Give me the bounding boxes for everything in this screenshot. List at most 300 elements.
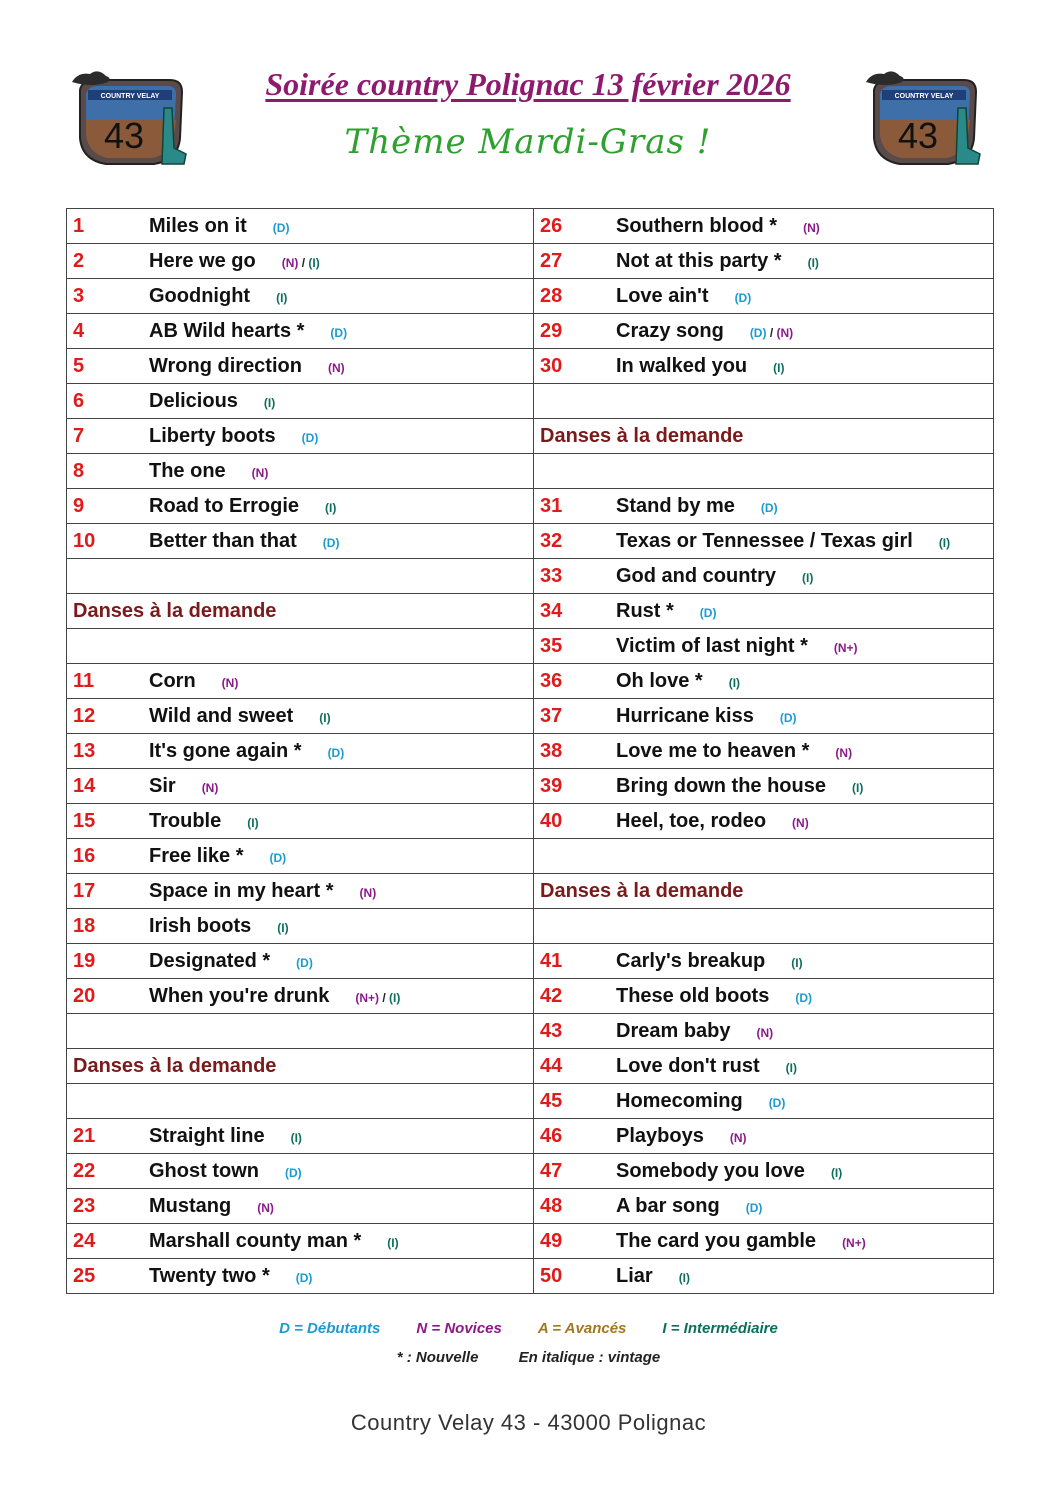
table-row	[67, 944, 994, 979]
dance-number: 36	[540, 669, 563, 692]
dance-entry	[534, 804, 994, 839]
dance-name: Love don't rust	[616, 1054, 760, 1077]
dance-number: 7	[73, 424, 85, 447]
dance-number: 27	[540, 249, 563, 272]
dance-name: Delicious	[149, 389, 238, 412]
dance-number: 3	[73, 284, 85, 307]
level-badge	[679, 1271, 690, 1285]
dance-name: Carly's breakup	[616, 949, 766, 972]
dance-name: Mustang	[149, 1194, 232, 1217]
level-code: (I)	[263, 395, 276, 410]
dance-entry	[534, 489, 994, 524]
dance-number: 37	[540, 704, 563, 727]
table-row	[67, 1259, 994, 1294]
blank-cell	[67, 559, 534, 594]
level-badge	[700, 606, 717, 620]
level-badge	[835, 746, 852, 760]
dance-name: Heel, toe, rodeo	[616, 809, 767, 832]
blank-cell	[67, 1084, 534, 1119]
request-label: Danses à la demande	[540, 424, 744, 447]
legend-item: A = Avancés	[537, 1320, 627, 1337]
blank-cell	[534, 454, 994, 489]
dance-entry	[534, 629, 994, 664]
level-legend	[0, 1320, 1057, 1337]
logo-right	[862, 68, 986, 172]
dance-entry	[534, 1014, 994, 1049]
dance-number: 4	[73, 319, 85, 342]
level-code: (D)	[734, 290, 752, 305]
request-label: Danses à la demande	[540, 879, 744, 902]
legend-vintage: En italique : vintage	[518, 1349, 661, 1366]
level-badge	[319, 711, 330, 725]
level-code: (D)	[330, 325, 348, 340]
dance-entry	[534, 209, 994, 244]
level-code: (N)	[257, 1200, 274, 1215]
dance-number: 42	[540, 984, 563, 1007]
dance-number: 12	[73, 704, 96, 727]
dance-entry	[67, 979, 534, 1014]
table-row	[67, 1154, 994, 1189]
level-code: (N)	[221, 675, 239, 690]
dance-number: 13	[73, 739, 96, 762]
level-badge	[808, 256, 819, 270]
dance-entry	[67, 1154, 534, 1189]
table-row	[67, 734, 994, 769]
dance-name: Liar	[616, 1264, 653, 1287]
page-title: Soirée country Polignac 13 février 2026	[265, 66, 791, 102]
level-code: (D)	[745, 1200, 763, 1215]
dance-name: Free like *	[149, 844, 244, 867]
dance-number: 34	[540, 599, 563, 622]
dance-entry	[534, 1154, 994, 1189]
svg-text:COUNTRY VELAY: COUNTRY VELAY	[894, 93, 954, 100]
dance-entry	[534, 314, 994, 349]
dance-number: 10	[73, 529, 96, 552]
dance-name: Irish boots	[149, 914, 252, 937]
level-code: (I)	[308, 255, 320, 270]
country-velay-logo	[68, 68, 192, 172]
dance-name: AB Wild hearts *	[149, 319, 305, 342]
table-row	[67, 349, 994, 384]
level-badge	[276, 291, 287, 305]
dance-name: Bring down the house	[616, 774, 826, 797]
dance-number: 20	[73, 984, 96, 1007]
dance-name: Twenty two *	[149, 1264, 270, 1287]
dance-entry	[67, 909, 534, 944]
dance-name: When you're drunk	[149, 984, 330, 1007]
level-badge: (N+) / (I)	[355, 990, 401, 1005]
table-row	[67, 524, 994, 559]
level-code: (N+)	[842, 1235, 866, 1250]
dance-number: 16	[73, 844, 96, 867]
level-code: (I)	[319, 710, 331, 725]
level-code: (D)	[272, 220, 290, 235]
dance-name: Straight line	[149, 1124, 265, 1147]
level-code: (N)	[756, 1025, 774, 1040]
level-badge	[730, 1131, 747, 1145]
dance-entry	[534, 1119, 994, 1154]
logo-left	[68, 68, 192, 172]
level-code: (I)	[389, 990, 401, 1005]
table-row	[67, 769, 994, 804]
level-code: (D)	[322, 535, 340, 550]
table-row	[67, 1119, 994, 1154]
level-badge	[360, 886, 377, 900]
level-badge	[803, 221, 820, 235]
blank-cell	[67, 629, 534, 664]
level-badge	[834, 641, 858, 655]
legend-item: N = Novices	[416, 1320, 502, 1337]
dance-entry	[67, 1259, 534, 1294]
table-row	[67, 1224, 994, 1259]
level-badge	[202, 781, 219, 795]
dance-entry	[67, 384, 534, 419]
level-badge	[939, 536, 950, 550]
dance-number: 26	[540, 214, 563, 237]
level-badge	[302, 431, 319, 445]
request-section-header	[534, 874, 994, 909]
country-velay-logo	[862, 68, 986, 172]
dance-name: Love me to heaven *	[616, 739, 810, 762]
dance-number: 5	[73, 354, 85, 377]
dance-name: Road to Errogie	[149, 494, 300, 517]
level-code: (N)	[792, 815, 809, 830]
table-row	[67, 384, 994, 419]
level-code: (I)	[325, 500, 337, 515]
dance-entry	[534, 1189, 994, 1224]
dance-number: 47	[540, 1159, 563, 1182]
dance-entry	[67, 454, 534, 489]
dance-entry	[534, 524, 994, 559]
level-badge	[273, 221, 290, 235]
dance-name: Better than that	[149, 529, 297, 552]
level-code: (I)	[785, 1060, 797, 1075]
level-code: (D)	[699, 605, 717, 620]
dance-number: 23	[73, 1194, 96, 1217]
request-section-header	[534, 419, 994, 454]
dance-number: 30	[540, 354, 563, 377]
dance-name: Wild and sweet	[149, 704, 294, 727]
table-row	[67, 594, 994, 629]
page-subtitle: Thème Mardi-Gras !	[344, 122, 712, 162]
table-row	[67, 1189, 994, 1224]
svg-text:43: 43	[897, 115, 939, 156]
level-badge	[786, 1061, 797, 1075]
dance-name: Stand by me	[616, 494, 735, 517]
level-badge	[729, 676, 740, 690]
dance-number: 45	[540, 1089, 563, 1112]
level-badge	[842, 1236, 866, 1250]
dance-name: Love ain't	[616, 284, 709, 307]
level-badge	[325, 501, 336, 515]
level-badge	[795, 991, 812, 1005]
table-row	[67, 419, 994, 454]
dance-number: 44	[540, 1054, 563, 1077]
level-code: (D)	[779, 710, 797, 725]
dance-entry	[534, 244, 994, 279]
dance-number: 40	[540, 809, 563, 832]
level-badge	[222, 676, 239, 690]
level-badge	[330, 326, 347, 340]
dance-entry	[534, 349, 994, 384]
table-row	[67, 804, 994, 839]
dance-number: 18	[73, 914, 96, 937]
dance-entry	[67, 944, 534, 979]
level-code: (I)	[290, 1130, 302, 1145]
dance-name: Miles on it	[149, 214, 247, 237]
dance-name: Ghost town	[149, 1159, 259, 1182]
dance-entry	[67, 314, 534, 349]
dance-name: In walked you	[616, 354, 748, 377]
level-code: (I)	[773, 360, 785, 375]
level-badge	[746, 1201, 763, 1215]
dance-number: 41	[540, 949, 563, 972]
dance-number: 22	[73, 1159, 96, 1182]
dance-name: God and country	[616, 564, 776, 587]
level-code: (N)	[359, 885, 377, 900]
level-code: (D)	[301, 430, 319, 445]
dance-number: 11	[73, 669, 95, 692]
dance-entry	[67, 874, 534, 909]
dance-name: Here we go	[149, 249, 256, 272]
level-code: (I)	[247, 815, 259, 830]
level-code: (N)	[803, 220, 820, 235]
dance-number: 38	[540, 739, 563, 762]
level-badge	[831, 1166, 842, 1180]
dance-number: 49	[540, 1229, 563, 1252]
dance-name: Sir	[149, 774, 176, 797]
level-badge	[291, 1131, 302, 1145]
level-code: (N)	[251, 465, 269, 480]
dance-entry	[67, 769, 534, 804]
table-row	[67, 1084, 994, 1119]
dance-name: Victim of last night *	[616, 634, 808, 657]
level-code: (I)	[802, 570, 814, 585]
dance-entry	[67, 209, 534, 244]
level-badge	[735, 291, 752, 305]
table-row	[67, 629, 994, 664]
level-badge	[264, 396, 275, 410]
level-badge: (D) / (N)	[749, 325, 794, 340]
dance-entry	[67, 489, 534, 524]
level-code: (D)	[284, 1165, 302, 1180]
dance-number: 25	[73, 1264, 96, 1287]
dance-entry	[534, 1084, 994, 1119]
dance-entry	[534, 1259, 994, 1294]
dance-name: Crazy song	[616, 319, 724, 342]
dance-name: Wrong direction	[149, 354, 302, 377]
dance-number: 32	[540, 529, 563, 552]
dance-entry	[67, 734, 534, 769]
dance-number: 1	[73, 214, 85, 237]
level-badge	[387, 1236, 398, 1250]
dance-number: 17	[73, 879, 96, 902]
level-badge	[285, 1166, 302, 1180]
dance-entry	[67, 349, 534, 384]
level-code: (I)	[277, 920, 289, 935]
level-badge	[328, 361, 345, 375]
level-code: (I)	[276, 290, 288, 305]
blank-cell	[534, 839, 994, 874]
dance-name: It's gone again *	[149, 739, 302, 762]
svg-text:43: 43	[103, 115, 145, 156]
level-code: (D)	[760, 500, 778, 515]
dance-name: Corn	[149, 669, 196, 692]
dance-name: Southern blood *	[616, 214, 778, 237]
table-row	[67, 489, 994, 524]
dance-entry	[534, 1049, 994, 1084]
dance-entry	[534, 944, 994, 979]
svg-text:COUNTRY VELAY: COUNTRY VELAY	[100, 93, 160, 100]
level-badge	[769, 1096, 786, 1110]
dance-name: Hurricane kiss	[616, 704, 754, 727]
level-badge	[792, 816, 809, 830]
dance-number: 39	[540, 774, 563, 797]
dance-entry	[67, 699, 534, 734]
dance-name: Homecoming	[616, 1089, 743, 1112]
dance-number: 14	[73, 774, 96, 797]
level-code: (D)	[768, 1095, 786, 1110]
level-code: (I)	[387, 1235, 399, 1250]
level-badge: (N) / (I)	[281, 255, 320, 270]
dance-name: Not at this party *	[616, 249, 782, 272]
level-code: (N)	[729, 1130, 747, 1145]
dance-entry	[67, 1189, 534, 1224]
dance-number: 8	[73, 459, 85, 482]
level-badge	[761, 501, 778, 515]
level-code: (I)	[852, 780, 864, 795]
dance-name: The one	[149, 459, 226, 482]
level-code: (I)	[678, 1270, 691, 1285]
level-badge	[323, 536, 340, 550]
dance-name: Rust *	[616, 599, 674, 622]
level-code: (N)	[776, 325, 794, 340]
table-row	[67, 1014, 994, 1049]
level-code: (I)	[791, 955, 803, 970]
dance-name: Designated *	[149, 949, 271, 972]
table-row	[67, 244, 994, 279]
dance-entry	[67, 244, 534, 279]
level-code: (I)	[938, 535, 951, 550]
dance-name: Oh love *	[616, 669, 703, 692]
level-badge	[802, 571, 813, 585]
table-row	[67, 279, 994, 314]
level-code: (N)	[835, 745, 853, 760]
level-code: (N)	[327, 360, 345, 375]
table-row	[67, 454, 994, 489]
dance-number: 15	[73, 809, 96, 832]
dance-entry	[534, 559, 994, 594]
request-label: Danses à la demande	[73, 599, 277, 622]
dance-entry	[534, 1224, 994, 1259]
dance-entry	[534, 594, 994, 629]
level-code: (I)	[830, 1165, 843, 1180]
level-code: (D)	[269, 850, 287, 865]
dance-number: 48	[540, 1194, 563, 1217]
level-code: (I)	[728, 675, 741, 690]
dance-entry	[67, 839, 534, 874]
dance-name: Liberty boots	[149, 424, 276, 447]
dance-number: 31	[540, 494, 563, 517]
level-badge	[852, 781, 863, 795]
dance-number: 21	[73, 1124, 96, 1147]
dance-entry	[67, 419, 534, 454]
blank-cell	[534, 384, 994, 419]
level-badge	[252, 466, 269, 480]
table-row	[67, 664, 994, 699]
dance-number: 29	[540, 319, 563, 342]
level-code: (N+)	[833, 640, 858, 655]
dance-name: Goodnight	[149, 284, 251, 307]
request-section-header	[67, 594, 534, 629]
dance-entry	[67, 804, 534, 839]
dance-number: 43	[540, 1019, 563, 1042]
table-row	[67, 909, 994, 944]
dance-entry	[67, 279, 534, 314]
level-code: (D)	[296, 955, 313, 970]
dance-entry	[534, 664, 994, 699]
blank-cell	[67, 1014, 534, 1049]
dance-name: These old boots	[616, 984, 770, 1007]
level-code: (N+)	[355, 990, 379, 1005]
dance-number: 35	[540, 634, 563, 657]
table-row	[67, 559, 994, 594]
dance-number: 9	[73, 494, 85, 517]
dance-entry	[67, 1224, 534, 1259]
dance-entry	[67, 524, 534, 559]
dance-number: 24	[73, 1229, 96, 1252]
level-badge	[757, 1026, 774, 1040]
dance-entry	[534, 734, 994, 769]
dance-number: 2	[73, 249, 85, 272]
dance-number: 50	[540, 1264, 563, 1287]
level-code: (N)	[281, 255, 299, 270]
legend-item: I = Intermédiaire	[662, 1320, 778, 1337]
dance-entry	[534, 769, 994, 804]
dance-number: 28	[540, 284, 563, 307]
dance-number: 19	[73, 949, 96, 972]
dance-name: Space in my heart *	[149, 879, 334, 902]
request-label: Danses à la demande	[73, 1054, 277, 1077]
request-section-header	[67, 1049, 534, 1084]
notes-legend	[0, 1349, 1057, 1366]
table-row	[67, 314, 994, 349]
dance-name: Texas or Tennessee / Texas girl	[616, 529, 913, 552]
dance-entry	[67, 1119, 534, 1154]
dance-number: 46	[540, 1124, 563, 1147]
table-row	[67, 209, 994, 244]
footer: Country Velay 43 - 43000 Polignac	[350, 1410, 707, 1435]
level-code: (D)	[749, 325, 767, 340]
dance-name: Trouble	[149, 809, 222, 832]
level-badge	[257, 1201, 274, 1215]
table-row	[67, 839, 994, 874]
dance-name: A bar song	[616, 1194, 720, 1217]
dance-number: 33	[540, 564, 563, 587]
table-row	[67, 1049, 994, 1084]
table-row	[67, 979, 994, 1014]
level-code: (D)	[795, 990, 813, 1005]
dance-name: Playboys	[616, 1124, 704, 1147]
dance-entry	[534, 979, 994, 1014]
legend-new: * : Nouvelle	[396, 1349, 479, 1366]
level-badge	[773, 361, 784, 375]
level-badge	[791, 956, 802, 970]
dance-name: The card you gamble	[616, 1229, 817, 1252]
dance-name: Marshall county man *	[149, 1229, 362, 1252]
level-badge	[277, 921, 288, 935]
dance-entry	[534, 279, 994, 314]
